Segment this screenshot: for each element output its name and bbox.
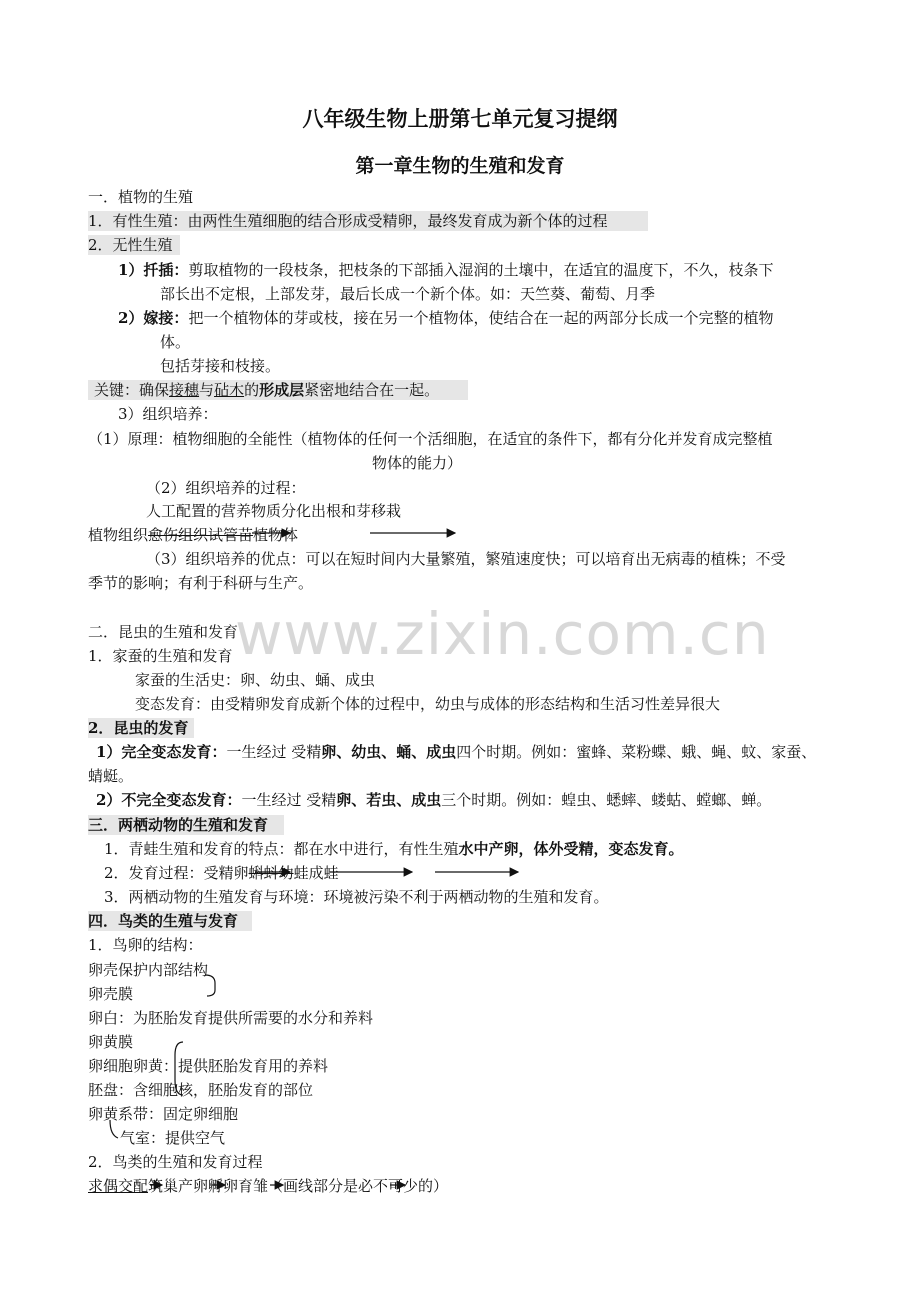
text: 求偶交配: [88, 1177, 149, 1195]
section-heading: 一．植物的生殖: [88, 188, 194, 206]
document-title: 八年级生物上册第七单元复习提纲: [302, 107, 618, 131]
text: 四个时期。例如：蜜蜂、菜粉蝶、蛾、蝇、蚊、家蚕、: [456, 743, 817, 761]
text: 植物组织: [88, 526, 149, 544]
paragraph: 物体的能力）: [372, 454, 463, 472]
bird-process: [88, 1176, 448, 1196]
paragraph: 2．昆虫的发育: [88, 718, 194, 738]
term-label: 2）不完全变态发育：: [96, 791, 242, 809]
text: 蝌蚪幼: [248, 864, 294, 882]
text: 一生经过 受精: [226, 743, 322, 761]
text: 水中产卵，体外受精，变态发育。: [458, 840, 684, 858]
paragraph: 2．鸟类的生殖和发育过程: [88, 1153, 263, 1171]
paragraph: 3．两栖动物的生殖发育与环境：环境被污染不利于两栖动物的生殖和发育。: [104, 888, 609, 906]
text: 愈伤组织试管苗: [148, 526, 254, 544]
list-item: 卵黄膜: [88, 1033, 134, 1051]
text: 关键：确保: [94, 381, 170, 399]
incomplete-metamorphosis: [96, 790, 771, 810]
text: 2．发育过程：受精卵: [104, 864, 249, 882]
text: 接穗: [169, 381, 200, 399]
paragraph: 1．鸟卵的结构：: [88, 936, 203, 954]
paragraph: 3）组织培养：: [118, 405, 218, 423]
paragraph: 1．有性生殖：由两性生殖细胞的结合形成受精卵，最终发育成为新个体的过程: [88, 211, 648, 231]
text: （画线部分是必不可少的）: [268, 1177, 449, 1195]
section-heading: 四．鸟类的生殖与发育: [88, 911, 252, 931]
text: 三个时期。例如：蝗虫、蟋蟀、蝼蛄、螳螂、蝉。: [441, 791, 772, 809]
list-item: 卵壳膜: [88, 985, 134, 1003]
term-label: 1）扦插：: [118, 261, 189, 279]
paragraph: 部长出不定根，上部发芽，最后长成一个新个体。如：天竺葵、葡萄、月季: [160, 285, 656, 303]
paragraph: 体。: [160, 333, 191, 351]
text: 卵、若虫、成虫: [336, 791, 442, 809]
text: 与: [199, 381, 215, 399]
text: 一生经过 受精: [241, 791, 337, 809]
text: 植物体: [253, 526, 299, 544]
list-item: 胚盘：含细胞核，胚胎发育的部位: [88, 1081, 314, 1099]
text: 把一个植物体的芽或枝，接在另一个植物体，使结合在一起的两部分长成一个完整的植物: [188, 309, 774, 327]
text: 筑巢产卵: [148, 1177, 209, 1195]
text: 卵、幼虫、蛹、成虫: [321, 743, 457, 761]
list-item: 卵白：为胚胎发育提供所需要的水分和养料: [88, 1009, 374, 1027]
complete-metamorphosis: [96, 742, 816, 762]
text: 蛙成蛙: [293, 864, 339, 882]
text: 的: [244, 381, 260, 399]
list-item: 卵壳保护内部结构: [88, 961, 209, 979]
frog-process: [104, 863, 339, 883]
text: 紧密地结合在一起。: [304, 381, 440, 399]
list-item: 气室：提供空气: [120, 1129, 226, 1147]
paragraph: （2）组织培养的过程：: [146, 479, 306, 497]
text: 孵卵育雏: [208, 1177, 269, 1195]
paragraph: 人工配置的营养物质分化出根和芽移栽: [146, 502, 402, 520]
text: 砧木: [214, 381, 245, 399]
section-heading: 三．两栖动物的生殖和发育: [88, 815, 284, 835]
paragraph: 季节的影响；有利于科研与生产。: [88, 574, 314, 592]
list-item: 卵细胞卵黄：提供胚胎发育用的养料: [88, 1057, 329, 1075]
list-item: 卵黄系带：固定卵细胞: [88, 1105, 239, 1123]
paragraph: 2．无性生殖: [88, 235, 180, 255]
text: 1．青蛙生殖和发育的特点：都在水中进行，有性生殖: [104, 840, 459, 858]
term-label: 2）嫁接：: [118, 309, 189, 327]
frog-features: [104, 839, 684, 859]
paragraph: 1．家蚕的生殖和发育: [88, 647, 233, 665]
text: 形成层: [259, 381, 305, 399]
paragraph: 蜻蜓。: [88, 767, 134, 785]
section-heading: 二．昆虫的生殖和发育: [88, 623, 239, 641]
paragraph: 包括芽接和枝接。: [160, 357, 281, 375]
paragraph: （1）原理：植物细胞的全能性（植物体的任何一个活细胞，在适宜的条件下，都有分化并发育成完整植: [88, 430, 773, 448]
chapter-title: 第一章生物的生殖和发育: [355, 155, 565, 177]
paragraph: （3）组织培养的优点：可以在短时间内大量繁殖，繁殖速度快；可以培育出无病毒的植株；不受: [146, 550, 786, 568]
term-label: 1）完全变态发育：: [96, 743, 227, 761]
paragraph: 家蚕的生活史：卵、幼虫、蛹、成虫: [135, 671, 376, 689]
text: 剪取植物的一段枝条，把枝条的下部插入湿润的土壤中，在适宜的温度下，不久，枝条下: [188, 261, 774, 279]
paragraph: 变态发育：由受精卵发育成新个体的过程中，幼虫与成体的形态结构和生活习性差异很大: [135, 695, 721, 713]
watermark: www.zixin.com.cn: [235, 600, 770, 668]
